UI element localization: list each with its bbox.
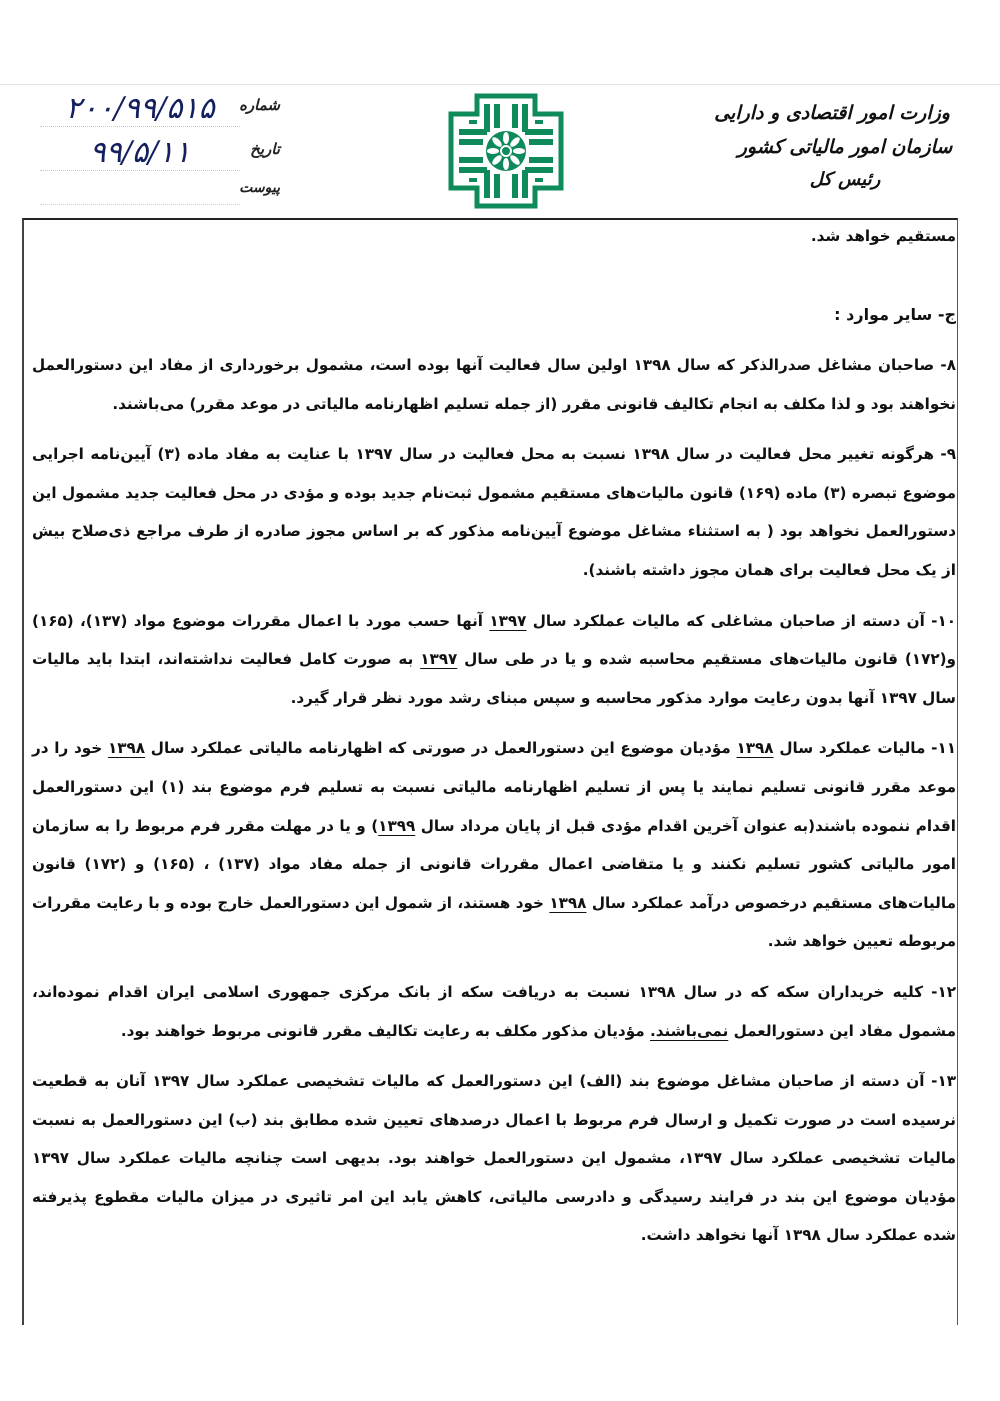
clause-11-text: خود هستند، از شمول این دستورالعمل خارج بوده و با رعایت مقررات مربوطه تعیین خواهد شد. <box>32 893 956 951</box>
continuation-text: مستقیم خواهد شد. <box>810 227 956 245</box>
letter-body <box>32 222 956 1255</box>
iran-tax-organization-logo-icon <box>447 92 565 210</box>
clause-10 <box>32 602 956 718</box>
clause-11 <box>32 729 956 961</box>
section-heading: ج- سایر موارد : <box>834 305 956 324</box>
underlined-year: ۱۳۹۸ <box>736 739 774 758</box>
underlined-phrase: نمی‌باشند. <box>649 1021 729 1040</box>
ministry-name: وزارت امور اقتصادی و دارایی <box>714 102 950 124</box>
clause-11-text: خود را در موعد مقرر قانونی تسلیم نمایند یا پس از تسلیم اظهارنامه مالیاتی نسبت به تسلیم فرم موضوع بند (۱) این دستورالعمل اقدام ننموده باشند(به عنوان آخرین اقدام مؤدی قبل از پایان مرداد سال <box>32 739 956 835</box>
clause-12 <box>32 973 956 1050</box>
letterhead-organization <box>714 96 960 196</box>
letter-date-row <box>40 136 280 176</box>
clause-11-text: ) و یا در مهلت مقرر فرم مربوط را به سازمان امور مالیاتی کشور تسلیم نکنند و یا متقاضی اعمال مقررات قانونی از جمله مفاد مواد (۱۳۷) ، (۱۶۵) و (۱۷۲) قانون مالیات‌های مستقیم درخصوص درآمد عملکرد سال <box>32 816 956 912</box>
clause-11-text: مؤدیان موضوع این دستورالعمل در صورتی که اظهارنامه مالیاتی عملکرد سال <box>145 739 737 758</box>
clause-13: ۱۳- آن دسته از صاحبان مشاغل موضوع بند (الف) این دستورالعمل که مالیات تشخیصی عملکرد سال ۱۳۹۷ آنان به قطعیت نرسیده است در صورت تکمیل و ارسال فرم مربوط با اعمال درصدهای تعیین شده مطابق بند (ب) این دستورالعمل به نسبت مالیات تشخیصی عملکرد سال ۱۳۹۷، مشمول این دستورالعمل خواهند بود. بدیهی است چنانچه مالیات عملکرد سال ۱۳۹۷ مؤدیان موضوع این بند در فرایند رسیدگی و دادرسی مالیاتی، کاهش یابد این امر تاثیری در میزان مالیات مقطوع پذیرفته شده عملکرد سال ۱۳۹۸ آنها نخواهد داشت. <box>32 1072 956 1245</box>
letter-attachment-row <box>40 180 280 220</box>
organization-name: سازمان امور مالیاتی کشور <box>737 136 953 158</box>
letter-metadata <box>40 92 280 217</box>
page-top-rule <box>0 84 1000 85</box>
underlined-year: ۱۳۹۸ <box>107 739 146 758</box>
clause-10-text: آنها حسب مورد با اعمال مقررات موضوع مواد (۱۳۷)، (۱۶۵) و(۱۷۲) قانون مالیات‌های مستقیم محاسبه شده و یا در طی سال <box>32 611 956 669</box>
letter-attachment-value <box>40 180 240 205</box>
clause-9: ۹- هرگونه تغییر محل فعالیت در سال ۱۳۹۸ نسبت به محل فعالیت در سال ۱۳۹۷ با عنایت به مفاد ماده (۳) آیین‌نامه اجرایی موضوع تبصره (۳) ماده (۱۶۹) قانون مالیات‌های مستقیم مشمول ثبت‌نام جدید بوده و مؤدی در محل فعالیت جدید مشمول این دستورالعمل نخواهد بود ( به استثناء مشاغل موضوع آیین‌نامه مذکور که بر اساس مجوز صادره از طرف مراجع ذی‌صلاح بیش از یک محل فعالیت برای همان مجوز داشته باشند). <box>32 445 957 579</box>
underlined-year: ۱۳۹۷ <box>420 650 458 669</box>
clause-8: ۸- صاحبان مشاغل صدرالذکر که سال ۱۳۹۸ اولین سال فعالیت آنها بوده است، مشمول برخورداری از مفاد این دستورالعمل نخواهند بود و لذا مکلف به انجام تکالیف قانونی مقرر (از جمله تسلیم اظهارنامه مالیاتی در موعد مقرر) می‌باشند. <box>32 356 956 413</box>
letter-number-row <box>40 92 280 132</box>
clause-11-text: ۱۱- مالیات عملکرد سال <box>773 739 956 758</box>
underlined-year: ۱۳۹۷ <box>489 611 527 630</box>
clause-10-text: به صورت کامل فعالیت نداشته‌اند، ابتدا باید مالیات سال ۱۳۹۷ آنها بدون رعایت موارد مذکور محاسبه و سپس مبنای رشد مورد نظر قرار گیرد. <box>32 650 956 707</box>
letter-date-value: ۹۹/۵/۱۱ <box>40 136 240 171</box>
letter-date-label: تاریخ <box>250 140 280 158</box>
underlined-year: ۱۳۹۹ <box>378 816 416 835</box>
clause-12-text: مؤدیان مذکور مکلف به رعایت تکالیف مقرر قانونی مربوط خواهند بود. <box>120 1021 650 1040</box>
clause-10-text: ۱۰- آن دسته از صاحبان مشاغلی که مالیات عملکرد سال <box>526 611 956 630</box>
clause-12-text: ۱۲- کلیه خریداران سکه که در سال ۱۳۹۸ نسبت به دریافت سکه از بانک مرکزی جمهوری اسلامی ایران اقدام نموده‌اند، مشمول مفاد این دستورالعمل <box>32 982 956 1040</box>
letter-number-value: ۲۰۰/۹۹/۵۱۵ <box>40 92 240 127</box>
letter-attachment-label: پیوست <box>239 180 280 196</box>
underlined-year: ۱۳۹۸ <box>549 893 587 912</box>
office-title: رئیس کل <box>809 169 881 190</box>
letter-number-label: شماره <box>239 96 280 114</box>
